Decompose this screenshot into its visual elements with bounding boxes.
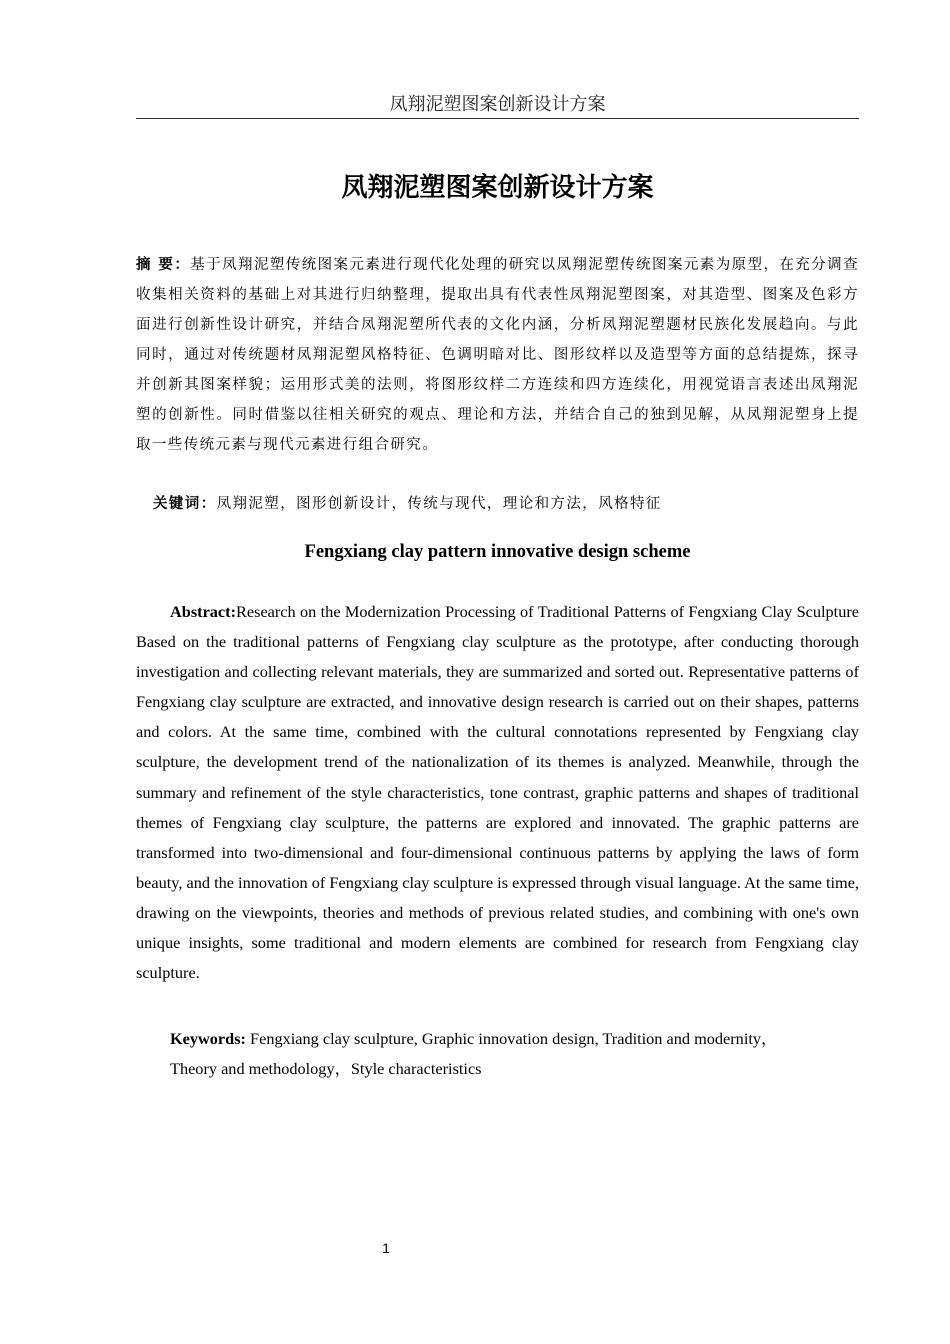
english-keywords-line-1 <box>170 1024 830 1054</box>
english-keywords <box>170 1024 830 1084</box>
english-keywords-line-2: Theory and methodology，Style characteristics <box>170 1059 482 1078</box>
chinese-abstract-label: 摘 要： <box>136 256 191 273</box>
english-abstract-text: Research on the Modernization Processing of Traditional Patterns of Fengxiang Clay Sculpture Based on the traditional patterns of Fengxiang clay sculpture as the prototype, after conducting thorough investigation and collecting relevant materials, they are summarized and sorted out. Representative patterns of Fengxiang clay sculpture are extracted, and innovative design research is carried out on their shapes, patterns and colors. At the same time, combined with the cultural connotations represented by Fengxiang clay sculpture, the development trend of the nationalization of its themes is analyzed. Meanwhile, through the summary and refinement of the style characteristics, tone contrast, graphic patterns and shapes of traditional themes of Fengxiang clay sculpture, the patterns are explored and innovated. The graphic patterns are transformed into two-dimensional and four-dimensional continuous patterns by applying the laws of form beauty, and the innovation of Fengxiang clay sculpture is expressed through visual language. At the same time, drawing on the viewpoints, theories and methods of previous related studies, and combining with one's own unique insights, some traditional and modern elements are combined for research from Fengxiang clay sculpture. <box>136 602 859 983</box>
english-title: Fengxiang clay pattern innovative design scheme <box>304 542 691 562</box>
chinese-abstract-text: 基于凤翔泥塑传统图案元素进行现代化处理的研究以凤翔泥塑传统图案元素为原型，在充分调查收集相关资料的基础上对其进行归纳整理，提取出具有代表性凤翔泥塑图案，对其造型、图案及色彩方面进行创新性设计研究，并结合凤翔泥塑所代表的文化内涵，分析凤翔泥塑题材民族化发展趋向。与此同时，通过对传统题材凤翔泥塑风格特征、色调明暗对比、图形纹样以及造型等方面的总结提炼，探寻并创新其图案样貌；运用形式美的法则，将图形纹样二方连续和四方连续化，用视觉语言表述出凤翔泥塑的创新性。同时借鉴以往相关研究的观点、理论和方法，并结合自己的独到见解，从凤翔泥塑身上提取一些传统元素与现代元素进行组合研究。 <box>136 257 859 453</box>
english-abstract-label: Abstract: <box>170 602 237 621</box>
chinese-keywords-text: 凤翔泥塑，图形创新设计，传统与现代，理论和方法，风格特征 <box>216 496 662 512</box>
chinese-keywords <box>153 489 859 519</box>
english-keywords-text-1: Fengxiang clay sculpture, Graphic innovation design, Tradition and modernity， <box>245 1029 778 1048</box>
chinese-title: 凤翔泥塑图案创新设计方案 <box>341 173 654 203</box>
header-divider <box>136 118 859 119</box>
english-abstract <box>136 597 859 988</box>
page-number: 1 <box>382 1240 390 1256</box>
running-header: 凤翔泥塑图案创新设计方案 <box>389 94 606 115</box>
chinese-abstract <box>136 250 859 460</box>
english-keywords-label: Keywords: <box>170 1029 246 1048</box>
chinese-keywords-label: 关键词： <box>153 495 217 512</box>
